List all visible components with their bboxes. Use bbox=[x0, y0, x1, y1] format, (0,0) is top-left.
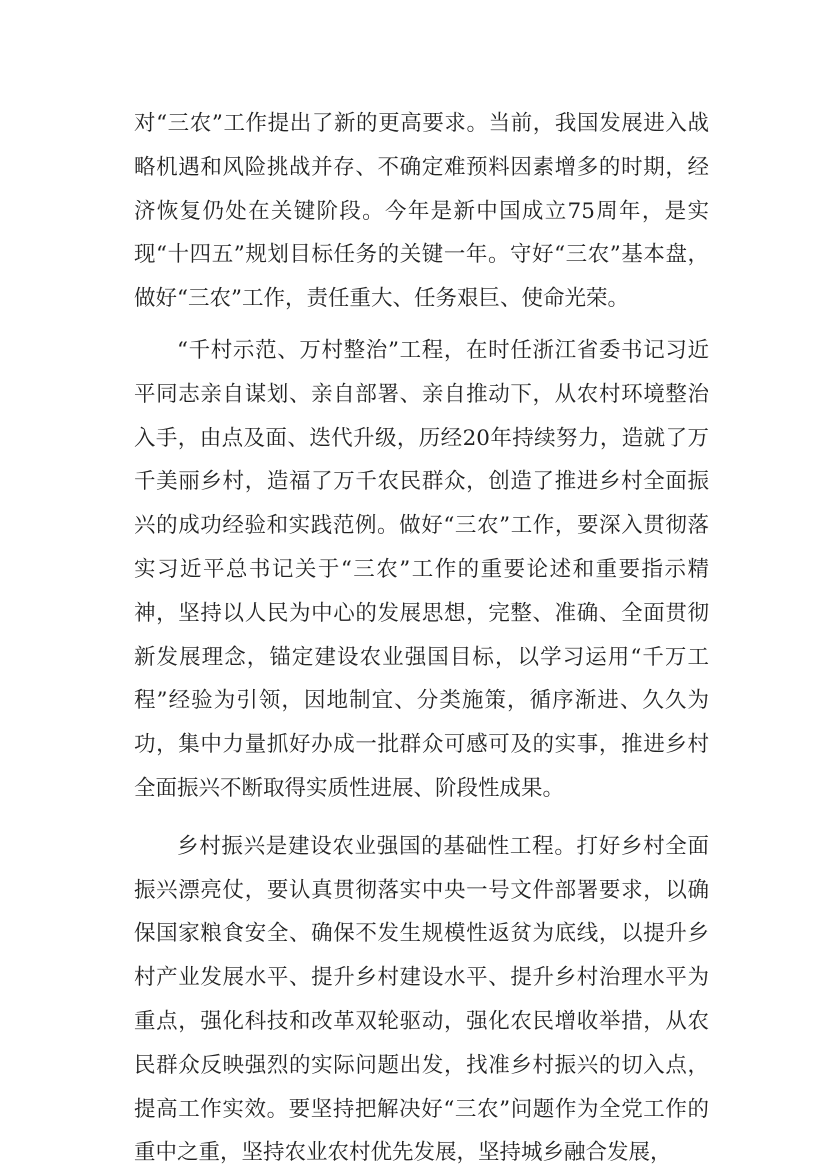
document-body bbox=[134, 102, 709, 1175]
paragraph-2: “千村示范、万村整治”工程，在时任浙江省委书记习近平同志亲自谋划、亲自部署、亲自推动下，从农村环境整治入手，由点及面、迭代升级，历经20年持续努力，造就了万千美丽乡村，造福了万千农民群众，创造了推进乡村全面振兴的成功经验和实践范例。做好“三农”工作，要深入贯彻落实习近平总书记关于“三农”工作的重要论述和重要指示精神，坚持以人民为中心的发展思想，完整、准确、全面贯彻新发展理念，锚定建设农业强国目标，以学习运用“千万工程”经验为引领，因地制宜、分类施策，循序渐进、久久为功，集中力量抓好办成一批群众可感可及的实事，推进乡村全面振兴不断取得实质性进展、阶段性成果。 bbox=[134, 337, 709, 801]
paragraph-1: 对“三农”工作提出了新的更高要求。当前，我国发展进入战略机遇和风险挑战并存、不确定难预料因素增多的时期，经济恢复仍处在关键阶段。今年是新中国成立75周年，是实现“十四五”规划目标任务的关键一年。守好“三农”基本盘，做好“三农”工作，责任重大、任务艰巨、使命光荣。 bbox=[134, 111, 709, 312]
paragraph-3: 乡村振兴是建设农业强国的基础性工程。打好乡村全面振兴漂亮仗，要认真贯彻落实中央一号文件部署要求，以确保国家粮食安全、确保不发生规模性返贫为底线，以提升乡村产业发展水平、提升乡村建设水平、提升乡村治理水平为重点，强化科技和改革双轮驱动，强化农民增收举措，从农民群众反映强烈的实际问题出发，找准乡村振兴的切入点，提高工作实效。要坚持把解决好“三农”问题作为全党工作的重中之重，坚持农业农村优先发展，坚持城乡融合发展， bbox=[134, 833, 709, 1166]
